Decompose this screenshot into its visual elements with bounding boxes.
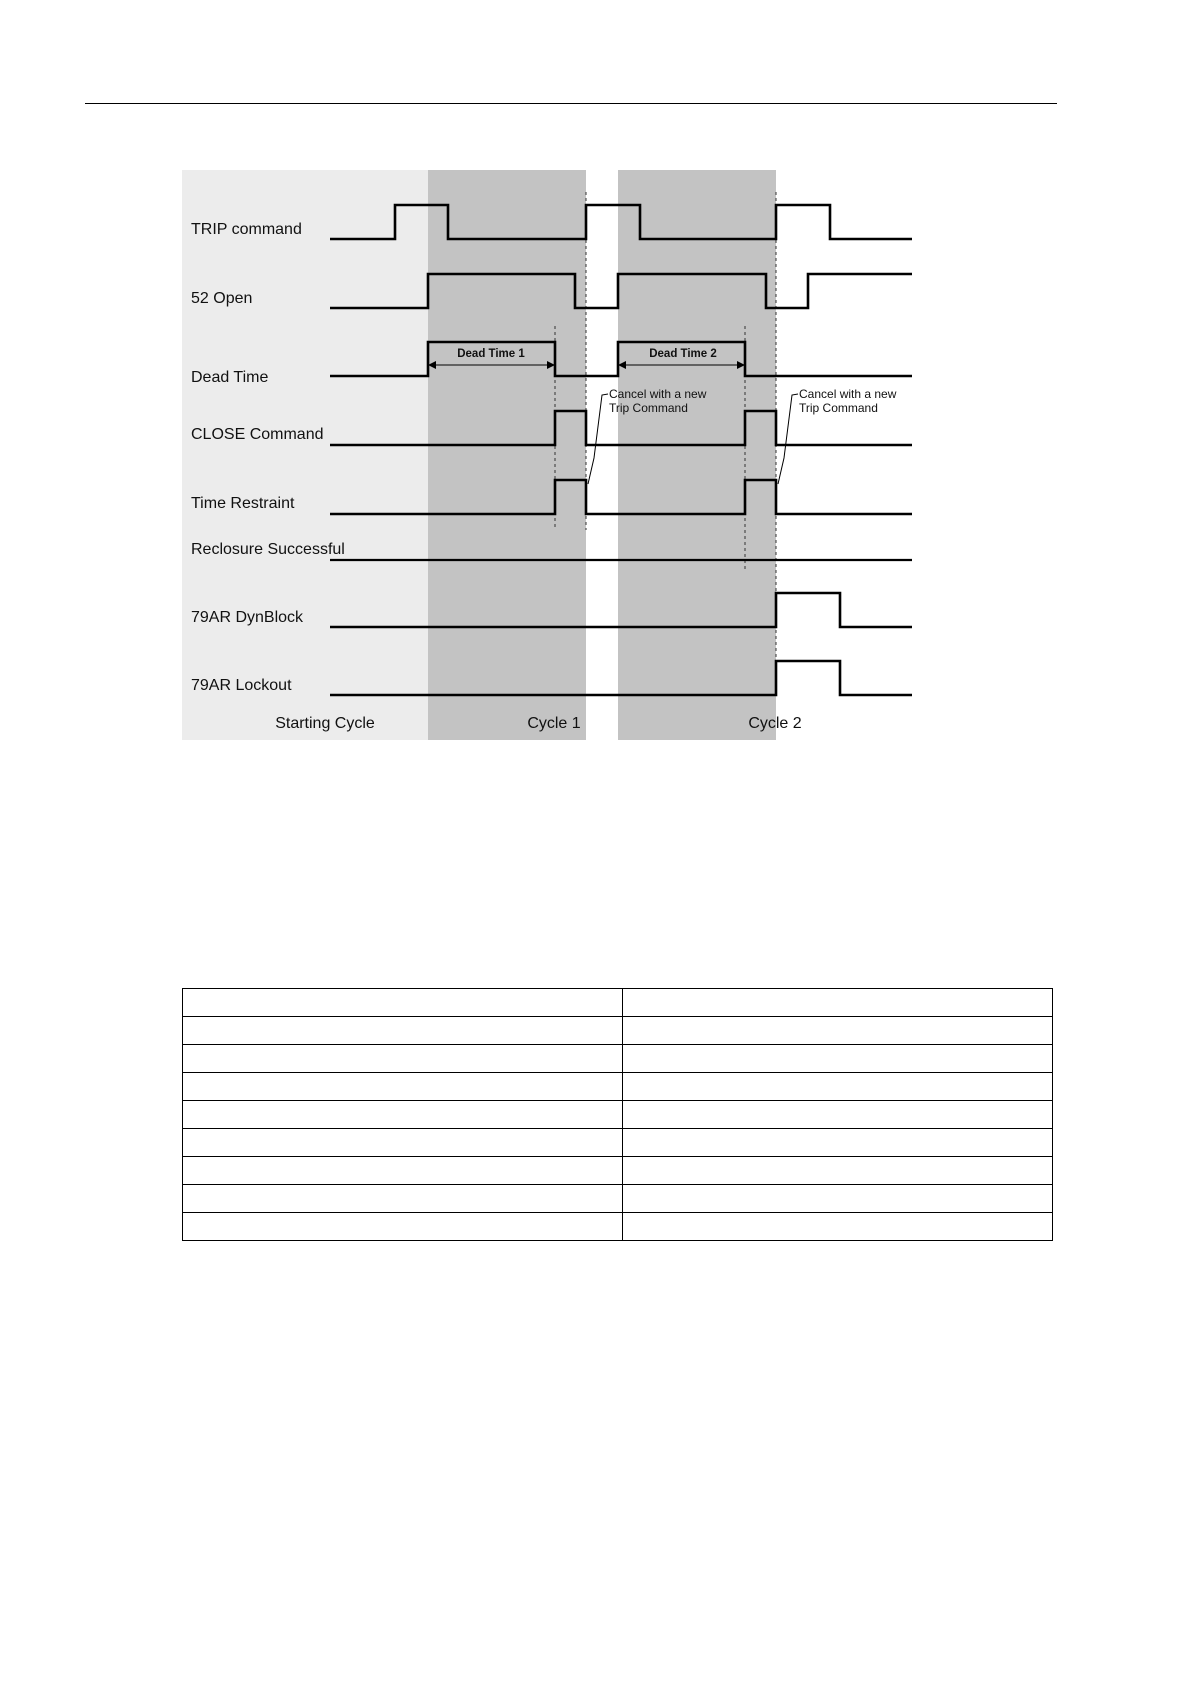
cancel-note-1-line1: Cancel with a new <box>609 387 707 401</box>
cancel-note-1-line2: Trip Command <box>609 401 688 415</box>
signal-label-reclosure-successful: Reclosure Successful <box>191 541 345 558</box>
table-cell <box>183 1213 623 1241</box>
table-cell <box>623 1213 1053 1241</box>
table-cell <box>623 1017 1053 1045</box>
table-row <box>183 1157 1053 1185</box>
table-cell <box>623 989 1053 1017</box>
signal-label-79ar-lockout: 79AR Lockout <box>191 677 292 694</box>
table-cell <box>183 1045 623 1073</box>
table-cell <box>183 1185 623 1213</box>
table-cell <box>623 1101 1053 1129</box>
table-cell <box>623 1129 1053 1157</box>
timing-diagram <box>0 0 1190 760</box>
signal-label-79ar-dynblock: 79AR DynBlock <box>191 609 304 626</box>
table-cell <box>183 1157 623 1185</box>
cycle-label-2: Cycle 2 <box>748 715 802 732</box>
cycle-1-panel <box>428 170 586 740</box>
table-cell <box>183 1017 623 1045</box>
table-row <box>183 1213 1053 1241</box>
signal-label-trip-command: TRIP command <box>191 221 302 238</box>
signal-label-time-restraint: Time Restraint <box>191 495 295 512</box>
signal-label-close-command: CLOSE Command <box>191 426 324 443</box>
table-cell <box>623 1045 1053 1073</box>
table-row <box>183 1017 1053 1045</box>
table-cell <box>623 1073 1053 1101</box>
cancel-note-2-line2: Trip Command <box>799 401 878 415</box>
table-cell <box>623 1185 1053 1213</box>
table-row <box>183 1073 1053 1101</box>
table-cell <box>183 1129 623 1157</box>
gap-panel-1 <box>586 170 618 740</box>
table-row <box>183 1101 1053 1129</box>
settings-table <box>182 988 1053 1241</box>
cancel-note-2-line1: Cancel with a new <box>799 387 897 401</box>
cancel-leader-2 <box>778 394 798 484</box>
signal-label-dead-time: Dead Time <box>191 369 269 386</box>
table-row <box>183 1129 1053 1157</box>
table-cell <box>183 989 623 1017</box>
dead-time-1-label: Dead Time 1 <box>457 348 525 360</box>
table-cell <box>183 1101 623 1129</box>
table-cell <box>623 1157 1053 1185</box>
cycle-2-panel <box>618 170 776 740</box>
dead-time-2-label: Dead Time 2 <box>649 348 717 360</box>
signal-label-52-open: 52 Open <box>191 290 253 307</box>
table-row <box>183 1185 1053 1213</box>
table-row <box>183 989 1053 1017</box>
cycle-label-starting: Starting Cycle <box>275 715 375 732</box>
starting-cycle-panel <box>182 170 428 740</box>
table-row <box>183 1045 1053 1073</box>
cycle-label-1: Cycle 1 <box>527 715 581 732</box>
table-cell <box>183 1073 623 1101</box>
